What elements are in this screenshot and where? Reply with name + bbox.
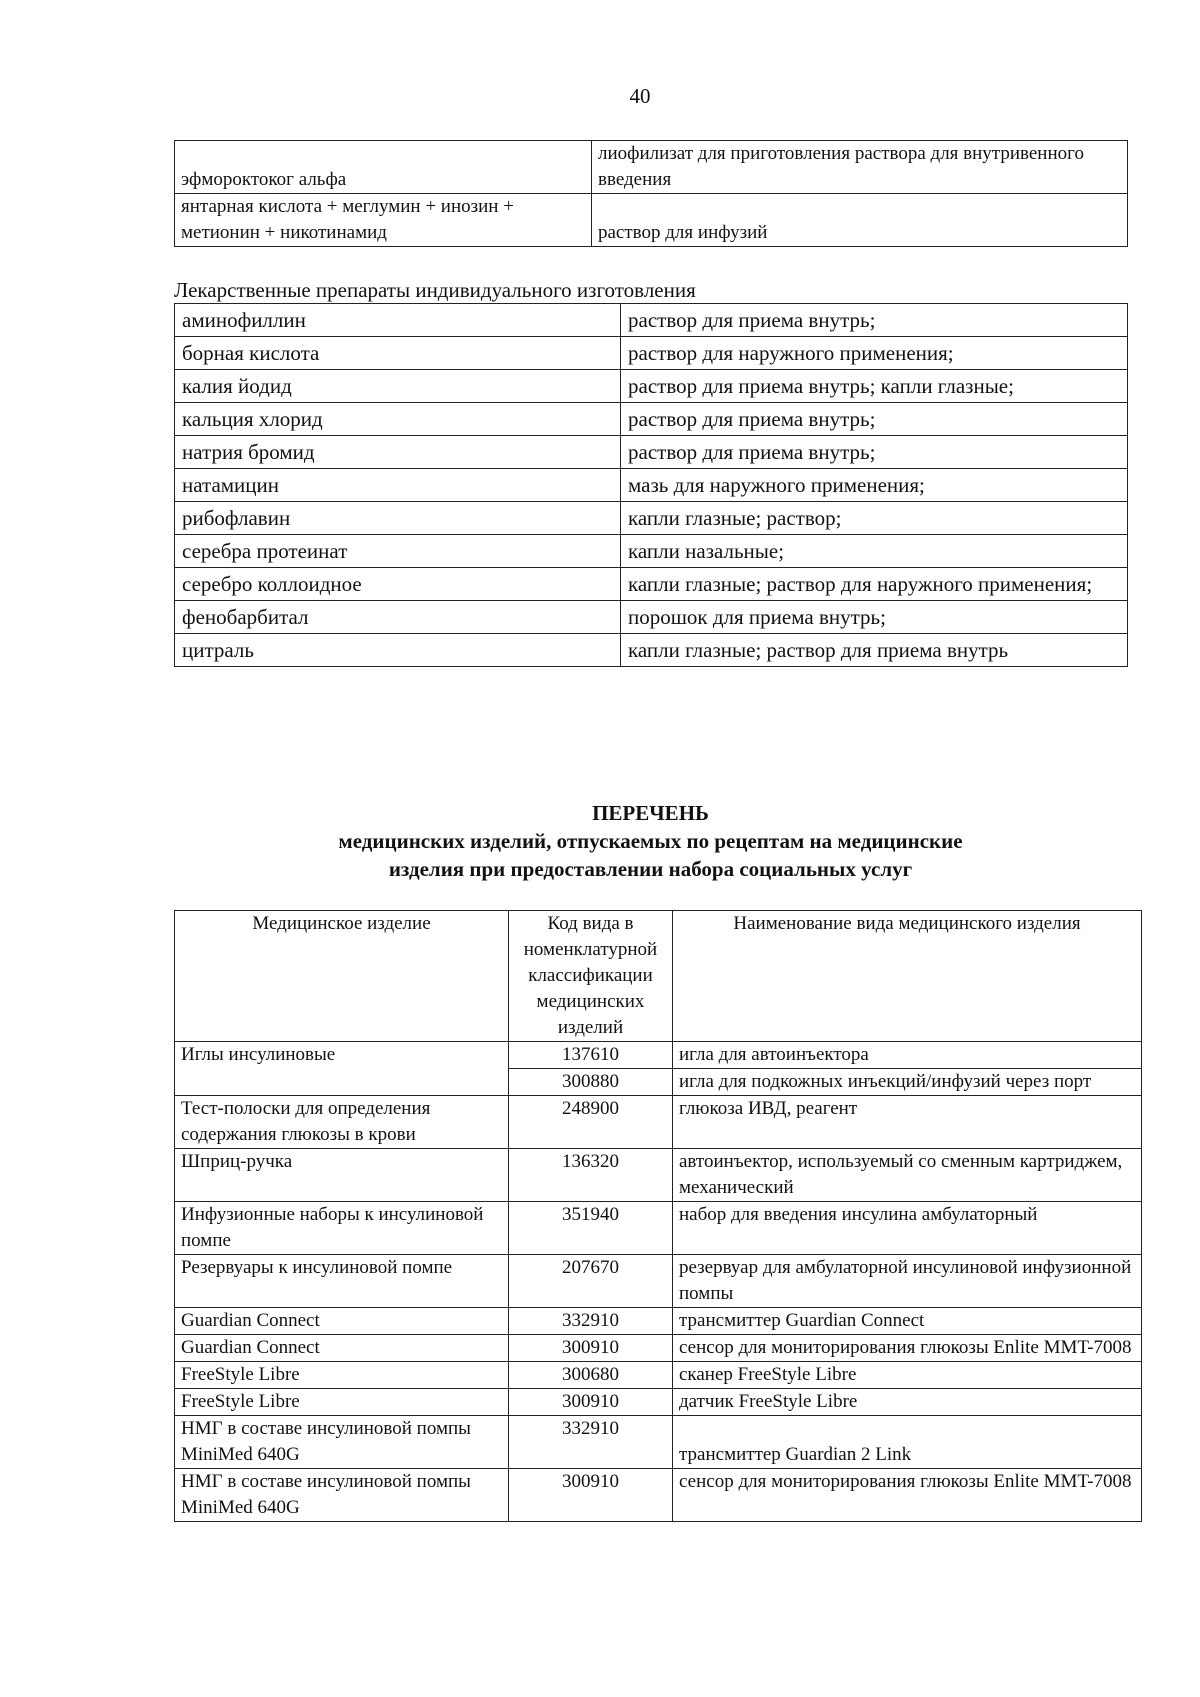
heading-subtitle-line1: медицинских изделий, отпускаемых по рецептам на медицинские xyxy=(338,829,963,853)
table-header-row xyxy=(175,911,1142,1042)
kind-cell: игла для автоинъектора xyxy=(673,1042,1142,1069)
drug-form-cell: капли назальные; xyxy=(621,535,1128,568)
code-cell: 351940 xyxy=(509,1202,673,1255)
individual-preparations-table xyxy=(174,303,1128,667)
device-cell: Тест-полоски для определения содержания глюкозы в крови xyxy=(175,1096,509,1149)
table-row xyxy=(175,1389,1142,1416)
medical-devices-table xyxy=(174,910,1142,1522)
device-cell: НМГ в составе инсулиновой помпы MiniMed 640G xyxy=(175,1416,509,1469)
drug-name-cell: борная кислота xyxy=(175,337,621,370)
kind-cell: резервуар для амбулаторной инсулиновой инфузионной помпы xyxy=(673,1255,1142,1308)
table-row xyxy=(175,1042,1142,1069)
drug-name-cell: аминофиллин xyxy=(175,304,621,337)
drug-name-cell: натрия бромид xyxy=(175,436,621,469)
drug-name-cell: эфмороктоког альфа xyxy=(175,141,592,194)
code-cell: 300880 xyxy=(509,1069,673,1096)
drug-form-cell: капли глазные; раствор для приема внутрь xyxy=(621,634,1128,667)
table-row xyxy=(175,436,1128,469)
drug-name-cell: натамицин xyxy=(175,469,621,502)
table-row xyxy=(175,1469,1142,1522)
table-row xyxy=(175,601,1128,634)
table-row xyxy=(175,1149,1142,1202)
table-row xyxy=(175,634,1128,667)
document-heading xyxy=(174,799,1127,883)
drug-form-cell: раствор для инфузий xyxy=(592,194,1128,247)
drug-form-cell: капли глазные; раствор для наружного применения; xyxy=(621,568,1128,601)
kind-cell: глюкоза ИВД, реагент xyxy=(673,1096,1142,1149)
table-row xyxy=(175,194,1128,247)
device-cell: Guardian Connect xyxy=(175,1308,509,1335)
table-row xyxy=(175,1416,1142,1469)
table-row xyxy=(175,1335,1142,1362)
device-cell: Инфузионные наборы к инсулиновой помпе xyxy=(175,1202,509,1255)
table-row xyxy=(175,1202,1142,1255)
table-row xyxy=(175,337,1128,370)
kind-cell: сенсор для мониторирования глюкозы Enlite MMT-7008 xyxy=(673,1335,1142,1362)
table-row xyxy=(175,1096,1142,1149)
drug-form-cell: раствор для приема внутрь; xyxy=(621,436,1128,469)
drug-form-cell: раствор для приема внутрь; капли глазные; xyxy=(621,370,1128,403)
kind-cell: автоинъектор, используемый со сменным картриджем, механический xyxy=(673,1149,1142,1202)
code-cell: 137610 xyxy=(509,1042,673,1069)
kind-cell: набор для введения инсулина амбулаторный xyxy=(673,1202,1142,1255)
code-cell: 136320 xyxy=(509,1149,673,1202)
drug-forms-table xyxy=(174,140,1128,247)
drug-form-cell: раствор для приема внутрь; xyxy=(621,304,1128,337)
drug-form-cell: раствор для приема внутрь; xyxy=(621,403,1128,436)
device-cell: Guardian Connect xyxy=(175,1335,509,1362)
code-cell: 248900 xyxy=(509,1096,673,1149)
drug-name-cell: калия йодид xyxy=(175,370,621,403)
table-row xyxy=(175,1255,1142,1308)
drug-form-cell: капли глазные; раствор; xyxy=(621,502,1128,535)
kind-cell: сканер FreeStyle Libre xyxy=(673,1362,1142,1389)
table-row xyxy=(175,141,1128,194)
kind-cell: трансмиттер Guardian 2 Link xyxy=(673,1416,1142,1469)
column-header-device: Медицинское изделие xyxy=(175,911,509,1042)
drug-name-cell: серебра протеинат xyxy=(175,535,621,568)
device-cell: FreeStyle Libre xyxy=(175,1362,509,1389)
device-cell: Иглы инсулиновые xyxy=(175,1042,509,1096)
code-cell: 332910 xyxy=(509,1416,673,1469)
drug-name-cell: рибофлавин xyxy=(175,502,621,535)
table-row xyxy=(175,370,1128,403)
heading-title: ПЕРЕЧЕНЬ xyxy=(592,801,709,825)
kind-cell: сенсор для мониторирования глюкозы Enlite MMT-7008 xyxy=(673,1469,1142,1522)
drug-form-cell: порошок для приема внутрь; xyxy=(621,601,1128,634)
drug-form-cell: лиофилизат для приготовления раствора для внутривенного введения xyxy=(592,141,1128,194)
kind-cell: датчик FreeStyle Libre xyxy=(673,1389,1142,1416)
column-header-code: Код вида в номенклатурной классификации медицинских изделий xyxy=(509,911,673,1042)
code-cell: 300910 xyxy=(509,1389,673,1416)
device-cell: Резервуары к инсулиновой помпе xyxy=(175,1255,509,1308)
kind-cell: трансмиттер Guardian Connect xyxy=(673,1308,1142,1335)
device-cell: Шприц-ручка xyxy=(175,1149,509,1202)
table-row xyxy=(175,1362,1142,1389)
page-number: 40 xyxy=(629,84,651,108)
code-cell: 300910 xyxy=(509,1469,673,1522)
table-row xyxy=(175,304,1128,337)
table-row xyxy=(175,535,1128,568)
device-cell: FreeStyle Libre xyxy=(175,1389,509,1416)
code-cell: 207670 xyxy=(509,1255,673,1308)
column-header-kind: Наименование вида медицинского изделия xyxy=(673,911,1142,1042)
drug-name-cell: серебро коллоидное xyxy=(175,568,621,601)
device-cell: НМГ в составе инсулиновой помпы MiniMed 640G xyxy=(175,1469,509,1522)
table-row xyxy=(175,1308,1142,1335)
table-row xyxy=(175,502,1128,535)
heading-subtitle-line2: изделия при предоставлении набора социальных услуг xyxy=(388,857,913,881)
table-row xyxy=(175,403,1128,436)
drug-form-cell: мазь для наружного применения; xyxy=(621,469,1128,502)
code-cell: 300910 xyxy=(509,1335,673,1362)
kind-cell: игла для подкожных инъекций/инфузий через порт xyxy=(673,1069,1142,1096)
drug-name-cell: фенобарбитал xyxy=(175,601,621,634)
table-row xyxy=(175,469,1128,502)
code-cell: 332910 xyxy=(509,1308,673,1335)
table-row xyxy=(175,568,1128,601)
drug-name-cell: кальция хлорид xyxy=(175,403,621,436)
code-cell: 300680 xyxy=(509,1362,673,1389)
section-caption: Лекарственные препараты индивидуального изготовления xyxy=(174,278,696,302)
drug-form-cell: раствор для наружного применения; xyxy=(621,337,1128,370)
drug-name-cell: янтарная кислота + меглумин + инозин + метионин + никотинамид xyxy=(175,194,592,247)
drug-name-cell: цитраль xyxy=(175,634,621,667)
